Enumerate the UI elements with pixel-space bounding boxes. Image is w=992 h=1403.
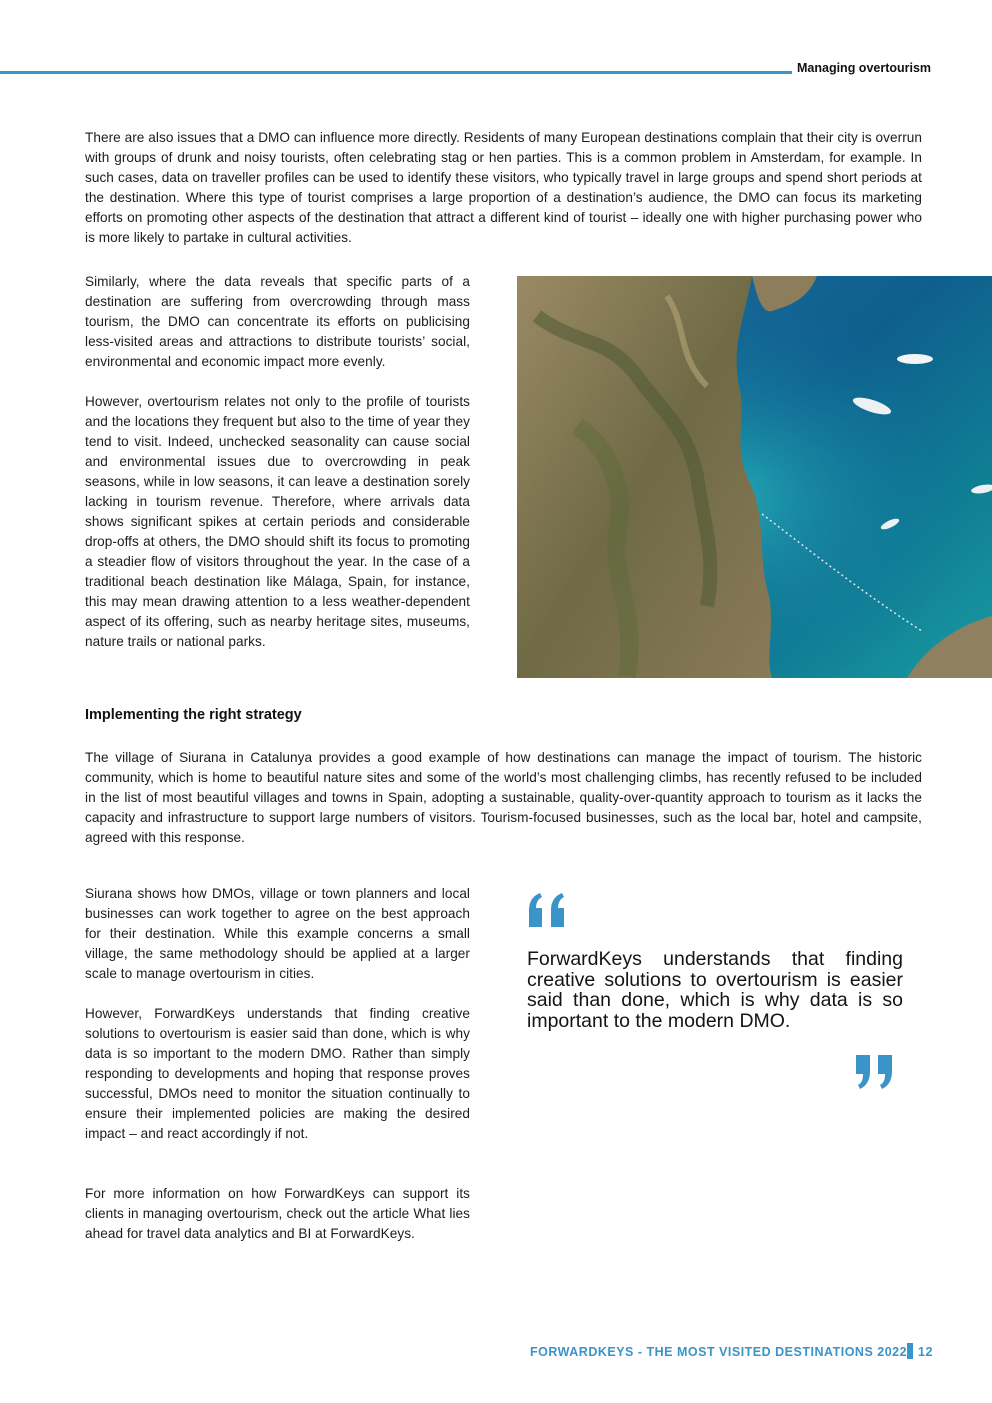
page-number: 12 xyxy=(918,1345,933,1359)
header-title: Managing overtourism xyxy=(797,61,932,75)
strategy-paragraph-3: However, ForwardKeys understands that finding creative solutions to overtourism is easier said than done, which is why data is so important to the modern DMO. Rather than simply responding to developments and hoping that response proves successful, DMOs need to monitor the situation continually to ensure their implemented policies are making the desired impact – and react accordingly if not. xyxy=(85,1006,470,1141)
pull-quote-text: ForwardKeys understands that finding creative solutions to overtourism is easier said than done, which is why data is so important to the modern DMO. xyxy=(527,948,903,1032)
footer xyxy=(530,1343,932,1361)
strategy-paragraph-2: Siurana shows how DMOs, village or town planners and local businesses can work together to agree on the best approach for their destination. While this example concerns a small village, the same methodology should be applied at a larger scale to manage overtourism in cities. xyxy=(85,886,470,981)
close-quote-icon xyxy=(856,1055,896,1094)
open-quote-icon xyxy=(526,893,570,932)
intro-paragraph-3: However, overtourism relates not only to the profile of tourists and the locations they frequent but also to the time of year they tend to visit. Indeed, unchecked seasonality can cause social and environmental issues due to overcrowding in peak seasons, while in low seasons, it can leave a destination sorely lacking in tourism revenue. Therefore, where arrivals data shows significant spikes at certain periods and considerable drop-offs at others, the DMO should shift its focus to promoting a steadier flow of visitors throughout the year. In the case of a traditional beach destination like Málaga, Spain, for instance, this may mean drawing attention to a less weather-dependent aspect of its offering, such as nearby heritage sites, museums, nature trails or national parks. xyxy=(85,394,470,649)
strategy-paragraph-1: The village of Siurana in Catalunya provides a good example of how destinations can manage the impact of tourism. The historic community, which is home to beautiful nature sites and some of the world’s most challenging climbs, has recently refused to be included in the list of most beautiful villages and towns in Spain, adopting a sustainable, quality-over-quantity approach to tourism as it lacks the capacity and infrastructure to support large numbers of visitors. Tourism-focused businesses, such as the local bar, hotel and campsite, agreed with this response. xyxy=(85,750,922,845)
section-heading: Implementing the right strategy xyxy=(85,707,302,723)
coastline-aerial-photo xyxy=(517,276,992,678)
footer-divider xyxy=(907,1343,913,1359)
intro-paragraph-1: There are also issues that a DMO can influence more directly. Residents of many European destinations complain that their city is overrun with groups of drunk and noisy tourists, often celebrating stag or hen parties. This is a common problem in Amsterdam, for example. In such cases, data on traveller profiles can be used to identify these visitors, who typically travel in large groups and spend short periods at the destination. Where this type of tourist comprises a large proportion of a destination’s audience, the DMO can focus its marketing efforts on promoting other aspects of the destination that attract a different kind of tourist – ideally one with higher purchasing power who is more likely to partake in cultural activities. xyxy=(85,130,922,245)
footer-label: FORWARDKEYS - THE MOST VISITED DESTINATIONS 2022 xyxy=(530,1345,908,1359)
header-rule xyxy=(0,71,792,74)
intro-paragraph-2: Similarly, where the data reveals that specific parts of a destination are suffering from overcrowding through mass tourism, the DMO can concentrate its efforts on publicising less-visited areas and attractions to distribute tourists’ social, environmental and economic impact more evenly. xyxy=(85,274,470,369)
strategy-paragraph-4: For more information on how ForwardKeys can support its clients in managing overtourism, check out the article What lies ahead for travel data analytics and BI at ForwardKeys. xyxy=(85,1186,470,1241)
